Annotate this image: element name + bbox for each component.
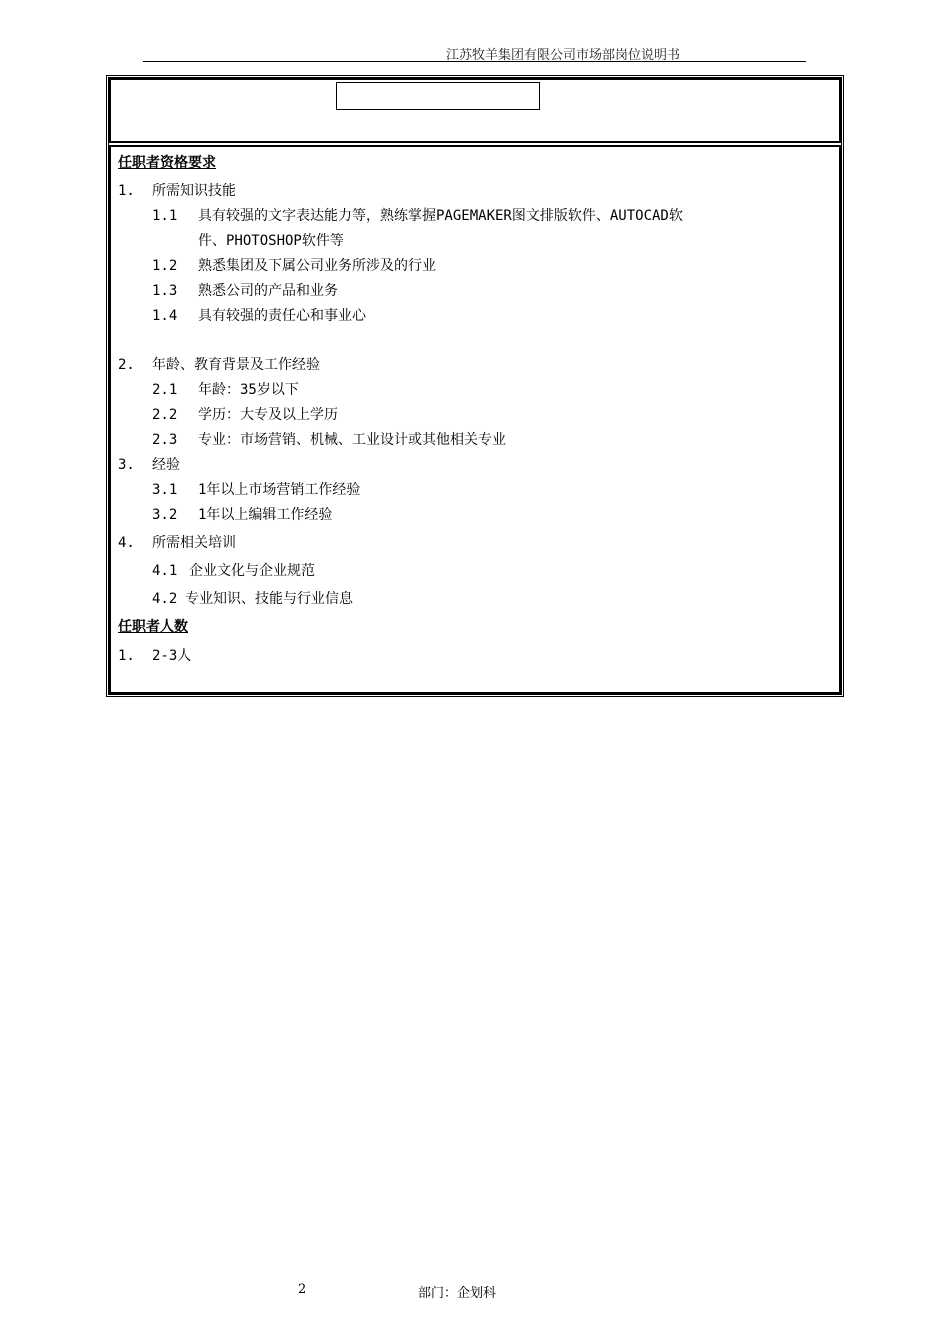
headcount-title: 任职者人数 xyxy=(118,619,188,635)
item-number: 1.2 xyxy=(152,258,178,274)
list-item xyxy=(118,534,236,552)
item-number: 1. xyxy=(118,183,135,199)
list-item xyxy=(152,431,506,449)
list-item xyxy=(118,182,236,200)
item-number: 3.2 xyxy=(152,507,178,523)
list-item xyxy=(152,562,315,580)
item-text: 1年以上编辑工作经验 xyxy=(198,507,333,523)
item-text: 经验 xyxy=(152,457,180,473)
item-number: 1. xyxy=(118,648,135,664)
item-text: 年龄、教育背景及工作经验 xyxy=(152,357,320,373)
list-item xyxy=(152,406,338,424)
list-item xyxy=(152,282,338,300)
document-header-title: 江苏牧羊集团有限公司市场部岗位说明书 xyxy=(446,48,681,63)
list-item xyxy=(118,356,320,374)
item-number: 2.1 xyxy=(152,382,178,398)
item-number: 4.2 xyxy=(152,591,178,607)
list-item xyxy=(152,381,299,399)
item-text: 企业文化与企业规范 xyxy=(189,563,315,579)
item-text: 所需相关培训 xyxy=(152,535,236,551)
page-number: 2 xyxy=(298,1282,307,1297)
item-number: 1.3 xyxy=(152,283,178,299)
item-text: 熟悉集团及下属公司业务所涉及的行业 xyxy=(198,258,436,274)
top-inner-box xyxy=(336,82,540,110)
item-text: 1年以上市场营销工作经验 xyxy=(198,482,361,498)
item-number: 4.1 xyxy=(152,563,178,579)
item-text: 年龄：35岁以下 xyxy=(198,382,299,398)
list-item xyxy=(152,590,353,608)
list-item xyxy=(152,207,683,225)
footer-department: 部门：企划科 xyxy=(418,1286,497,1301)
list-item xyxy=(152,506,332,524)
item-text: 具有较强的责任心和事业心 xyxy=(198,308,366,324)
list-item xyxy=(118,456,180,474)
item-number: 4. xyxy=(118,535,135,551)
list-item xyxy=(152,481,360,499)
item-text: 具有较强的文字表达能力等，熟练掌握PAGEMAKER图文排版软件、AUTOCAD软 xyxy=(198,208,683,224)
list-item xyxy=(152,257,436,275)
item-text: 件、PHOTOSHOP软件等 xyxy=(198,233,344,249)
list-item xyxy=(152,307,366,325)
qualifications-title: 任职者资格要求 xyxy=(118,155,216,171)
list-item xyxy=(118,647,191,665)
list-item-continuation xyxy=(198,232,344,250)
item-number: 2.2 xyxy=(152,407,178,423)
item-text: 专业：市场营销、机械、工业设计或其他相关专业 xyxy=(198,432,506,448)
item-text: 学历：大专及以上学历 xyxy=(198,407,338,423)
item-number: 1.4 xyxy=(152,308,178,324)
item-text: 所需知识技能 xyxy=(152,183,236,199)
item-number: 3.1 xyxy=(152,482,178,498)
item-text: 2-3人 xyxy=(152,648,192,664)
item-number: 3. xyxy=(118,457,135,473)
item-text: 专业知识、技能与行业信息 xyxy=(185,591,353,607)
item-number: 2. xyxy=(118,357,135,373)
header-rule xyxy=(143,61,806,62)
item-number: 2.3 xyxy=(152,432,178,448)
item-number: 1.1 xyxy=(152,208,178,224)
item-text: 熟悉公司的产品和业务 xyxy=(198,283,338,299)
